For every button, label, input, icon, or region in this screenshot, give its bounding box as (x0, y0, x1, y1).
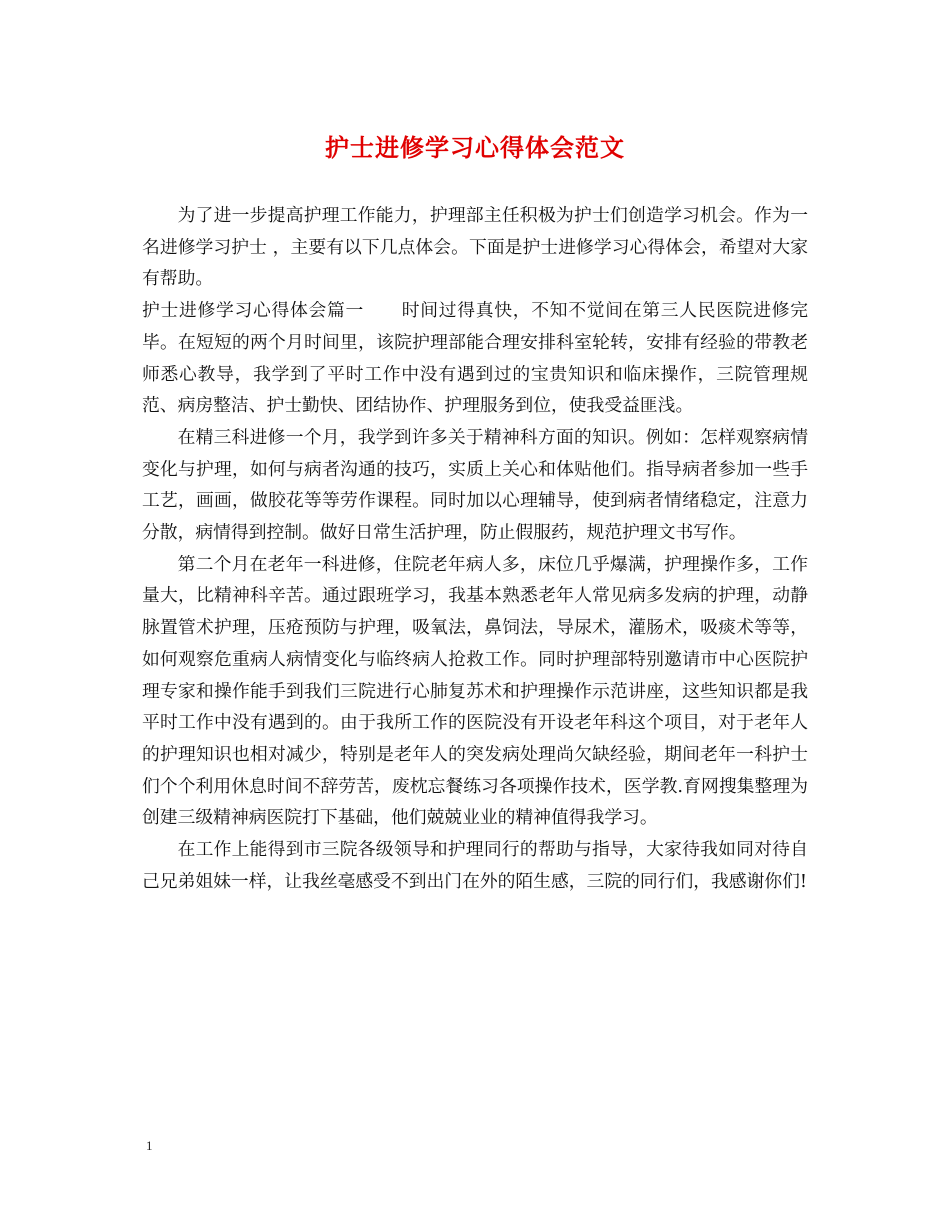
paragraph-psychiatry: 在精三科进修一个月，我学到许多关于精神科方面的知识。例如：怎样观察病情变化与护理，如何与病者沟通的技巧，实质上关心和体贴他们。指导病者参加一些手工艺，画画，做胶花等等劳作课程。同时加以心理辅导，使到病者情绪稳定，注意力分散，病情得到控制。做好日常生活护理，防止假服药，规范护理文书写作。 (142, 426, 808, 544)
page-number: 1 (146, 1138, 153, 1153)
document-body (142, 200, 808, 897)
paragraph-geriatrics: 第二个月在老年一科进修，住院老年病人多，床位几乎爆满，护理操作多，工作量大，比精神科辛苦。通过跟班学习，我基本熟悉老年人常见病多发病的护理，动静脉置管术护理，压疮预防与护理，吸氧法，鼻饲法，导尿术，灌肠术，吸痰术等等，如何观察危重病人病情变化与临终病人抢救工作。同时护理部特别邀请市中心医院护理专家和操作能手到我们三院进行心肺复苏术和护理操作示范讲座，这些知识都是我平时工作中没有遇到的。由于我所工作的医院没有开设老年科这个项目，对于老年人的护理知识也相对减少，特别是老年人的突发病处理尚欠缺经验，期间老年一科护士们个个利用休息时间不辞劳苦，废枕忘餐练习各项操作技术，医学教.育网搜集整理为创建三级精神病医院打下基础，他们兢兢业业的精神值得我学习。 (142, 553, 808, 829)
paragraph-intro: 为了进一步提高护理工作能力，护理部主任积极为护士们创造学习机会。作为一名进修学习护士 ，主要有以下几点体会。下面是护士进修学习心得体会，希望对大家有帮助。 (142, 205, 808, 290)
paragraph-section-one (142, 295, 808, 422)
section-heading: 护士进修学习心得体会篇一 (142, 300, 364, 322)
paragraph-thanks: 在工作上能得到市三院各级领导和护理同行的帮助与指导，大家待我如同对待自己兄弟姐妹一样，让我丝毫感受不到出门在外的陌生感，三院的同行们，我感谢你们! (142, 839, 808, 892)
document-title: 护士进修学习心得体会范文 (325, 133, 625, 162)
section-one-text: 时间过得真快，不知不觉间在第三人民医院进修完毕。在短短的两个月时间里，该院护理部能合理安排科室轮转，安排有经验的带教老师悉心教导，我学到了平时工作中没有遇到过的宝贵知识和临床操作，三院管理规范、病房整洁、护士勤快、团结协作、护理服务到位，使我受益匪浅。 (142, 300, 808, 417)
